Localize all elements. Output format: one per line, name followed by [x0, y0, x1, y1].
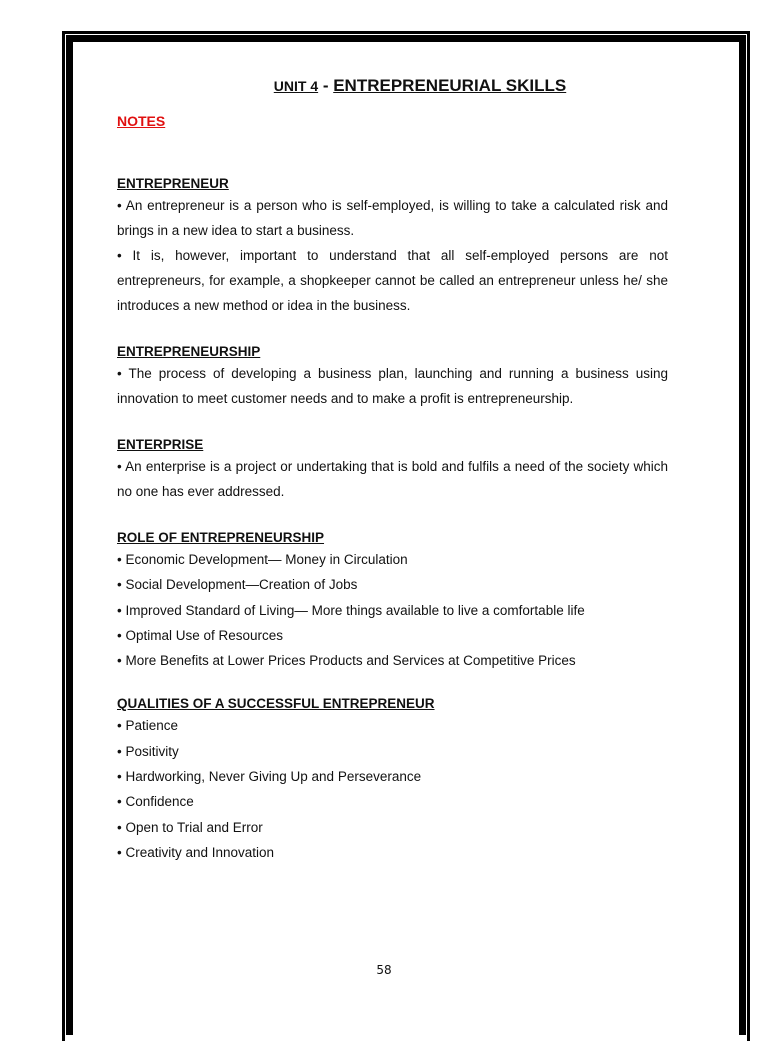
role-list	[117, 547, 668, 673]
list-item: • Improved Standard of Living— More things available to live a comfortable life	[117, 602, 585, 618]
list-item: • Economic Development— Money in Circulation	[117, 552, 408, 567]
section-heading: ENTREPRENEURSHIP	[117, 344, 261, 359]
list-item: • Hardworking, Never Giving Up and Perseverance	[117, 769, 422, 785]
section-qualities	[117, 695, 668, 865]
section-entrepreneurship	[117, 343, 668, 411]
notes-label: NOTES	[117, 113, 166, 129]
paragraph: • It is, however, important to understand that all self-employed persons are not entrepreneurs, for example, a shopkeeper cannot be called an entrepreneur unless he/ she introduces a new method or idea in the business.	[117, 248, 668, 313]
list-item: • Confidence	[117, 794, 194, 810]
section-heading: ENTERPRISE	[117, 437, 204, 452]
document-body	[117, 76, 668, 890]
list-item: • Optimal Use of Resources	[117, 627, 284, 643]
section-heading: ROLE OF ENTREPRENEURSHIP	[117, 530, 325, 545]
list-item: • Open to Trial and Error	[117, 819, 263, 835]
unit-title: ENTREPRENEURIAL SKILLS	[333, 76, 567, 95]
paragraph: • An enterprise is a project or undertaking that is bold and fulfils a need of the society which no one has ever addressed.	[117, 459, 668, 499]
title-separator: -	[318, 76, 334, 95]
list-item: • Positivity	[117, 743, 179, 759]
qualities-list	[117, 713, 668, 865]
page-number: 58	[376, 963, 392, 977]
section-entrepreneur	[117, 175, 668, 318]
paragraph: • The process of developing a business plan, launching and running a business using innovation to meet customer needs and to make a profit is entrepreneurship.	[117, 366, 668, 406]
list-item: • Patience	[117, 718, 179, 734]
section-heading: QUALITIES OF A SUCCESSFUL ENTREPRENEUR	[117, 696, 435, 712]
list-item: • Social Development—Creation of Jobs	[117, 577, 358, 593]
page-title	[117, 76, 668, 96]
section-role	[117, 529, 668, 673]
section-heading: ENTREPRENEUR	[117, 176, 229, 191]
list-item: • Creativity and Innovation	[117, 844, 275, 860]
paragraph: • An entrepreneur is a person who is self-employed, is willing to take a calculated risk and brings in a new idea to start a business.	[117, 198, 668, 238]
section-enterprise	[117, 436, 668, 504]
unit-number: UNIT 4	[273, 78, 319, 94]
list-item: • More Benefits at Lower Prices Products and Services at Competitive Prices	[117, 653, 576, 669]
